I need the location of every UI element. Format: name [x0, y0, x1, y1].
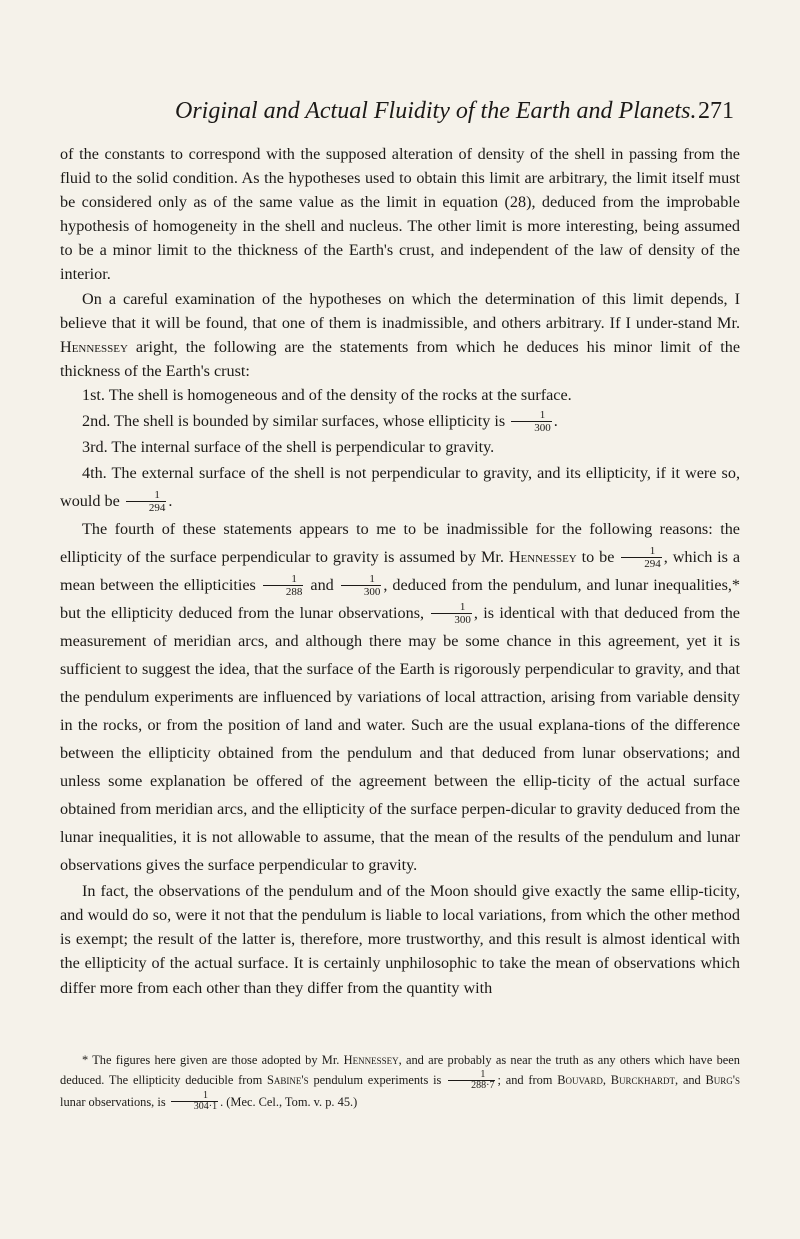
fn-text-a: * The figures here given are those adopted by Mr. — [82, 1053, 340, 1067]
fraction — [621, 545, 662, 570]
fn-text-c: pendulum experiments is — [313, 1073, 442, 1087]
running-title: Original and Actual Fluidity of the Earth and Planets. — [175, 98, 697, 124]
author-name: Hennessey — [508, 548, 577, 567]
list-item-4: 4th. The external surface of the shell is not perpendicular to gravity, and its ellipticity, if it were so, would be $\frac{1}{294}$ . — [60, 464, 740, 514]
list-item-4-text: 4th. The external surface of the shell is not perpendicular to gravity, and its ellipticity, if it were so, would be — [60, 464, 740, 511]
fraction-numerator: 1 — [154, 488, 160, 501]
p3-text-f: , is identical with that deduced from the measurement of meridian arcs, and although there may be some chance in this agreement, yet it is sufficient to suggest the idea, that the surface of the Earth is rigorously perpendicular to gravity, and that the pendulum experiments are influenced by variations of local attraction, arising from variable density in the rocks, or from the position of land and water. Such are the usual explana-tions of the difference between the ellipticity obtained from the pendulum and that deduced from lunar observations; and unless some explanation be offered of the agreement between the ellip-ticity of the actual surface obtained from meridian arcs, and the ellipticity of the surface perpen-dicular to gravity deduced from the lunar inequalities, it is not allowable to assume, that the mean of the results of the pendulum and lunar observations gives the surface perpendicular to gravity. — [60, 604, 740, 875]
fraction-denominator: 304·1 — [171, 1101, 218, 1112]
paragraph-3 — [60, 515, 740, 879]
running-header — [60, 98, 740, 134]
fraction-denominator: 300 — [341, 585, 382, 598]
p3-text-a: The fourth of these statements appears to me to be inadmissible for the following reasons: the ellipticity of the surface perpendicular to gravity is assumed by Mr. — [60, 520, 740, 567]
p3-text-e: , deduced from the pendulum, and lunar inequalities,* but the ellipticity deduced from the lunar observations, — [60, 576, 741, 623]
fraction-denominator: 300 — [511, 421, 552, 434]
paragraph-4: In fact, the observations of the pendulum and of the Moon should give exactly the same ellip-ticity, and would do so, were it not that the pendulum is liable to local variations, from which the other method is exempt; the result of the latter is, therefore, more trustworthy, and this result is almost identical with the ellipticity of the actual surface. It is certainly unphilosophic to take the mean of observations which differ more from each other than they differ from the quantity with — [60, 882, 740, 997]
fraction-numerator: 1 — [649, 544, 656, 557]
main-text — [60, 142, 740, 1000]
p2-text-a: On a careful examination of the hypotheses on which the determination of this limit depends, I believe that it will be found, that one of them is inadmissible, and others arbitrary. If I under-stand Mr. — [60, 289, 740, 332]
fraction-numerator: 1 — [202, 1090, 208, 1102]
author-name: Burg's — [705, 1073, 741, 1087]
fraction-numerator: 1 — [539, 408, 546, 421]
author-name: Hennessey — [60, 337, 128, 356]
list-item-2: 2nd. The shell is bounded by similar surfaces, whose ellipticity is $\frac{1}{300}$ . — [82, 408, 558, 434]
fraction-denominator: 300 — [431, 613, 472, 626]
fn-text-f: lunar observations, is — [60, 1094, 166, 1109]
fn-text-b: , and are probably as near the truth as any others which have been deduced. The ellipticity deducible from — [60, 1053, 740, 1087]
p2-text-b: aright, the following are the statements from which he deduces his minor limit of the thickness of the Earth's crust: — [60, 337, 741, 380]
list-item-1: 1st. The shell is homogeneous and of the density of the rocks at the surface. — [82, 385, 572, 404]
fraction-numerator: 1 — [459, 600, 466, 613]
list-item-3: 3rd. The internal surface of the shell is perpendicular to gravity. — [82, 438, 495, 457]
fn-text-g: . (Mec. Cel., Tom. v. p. 45.) — [220, 1094, 358, 1109]
fraction — [263, 573, 304, 598]
p3-text-b: to be — [581, 548, 615, 567]
author-name: Sabine's — [267, 1073, 309, 1087]
fn-text-e: and — [682, 1073, 701, 1087]
fraction — [431, 601, 472, 626]
fraction — [341, 573, 382, 598]
fraction-denominator: 294 — [621, 557, 662, 570]
fraction — [448, 1070, 495, 1091]
fraction-numerator: 1 — [369, 572, 375, 585]
page-number: 271 — [698, 98, 734, 124]
p3-text-d: and — [310, 576, 334, 595]
author-name: Bouvard, Burckhardt, — [557, 1073, 679, 1087]
fn-text-d: ; and from — [497, 1073, 553, 1087]
footnote — [60, 1050, 740, 1113]
fraction — [126, 489, 167, 514]
list-item-2-text: 2nd. The shell is bounded by similar surfaces, whose ellipticity is — [82, 412, 506, 431]
fraction-denominator: 288 — [263, 585, 304, 598]
fraction-numerator: 1 — [291, 572, 297, 585]
fraction-denominator: 288·7 — [448, 1080, 495, 1091]
footnote-text — [60, 1050, 740, 1113]
fraction-denominator: 294 — [126, 501, 167, 514]
fraction — [171, 1091, 218, 1112]
author-name: Hennessey — [343, 1053, 399, 1067]
paragraph-1: of the constants to correspond with the supposed alteration of density of the shell in passing from the fluid to the solid condition. As the hypotheses used to obtain this limit are arbitrary, the limit itself must be considered only as of the same value as the limit in equation (28), deduced from the improbable hypothesis of homogeneity in the shell and nucleus. The other limit is more interesting, being assumed to be a minor limit to the thickness of the Earth's crust, and independent of the law of density of the interior. — [60, 145, 740, 284]
p3-text-c: , which is a mean between the ellipticities — [60, 548, 741, 595]
paragraph-2 — [60, 287, 740, 383]
fraction — [511, 409, 552, 434]
fraction-numerator: 1 — [480, 1068, 486, 1080]
